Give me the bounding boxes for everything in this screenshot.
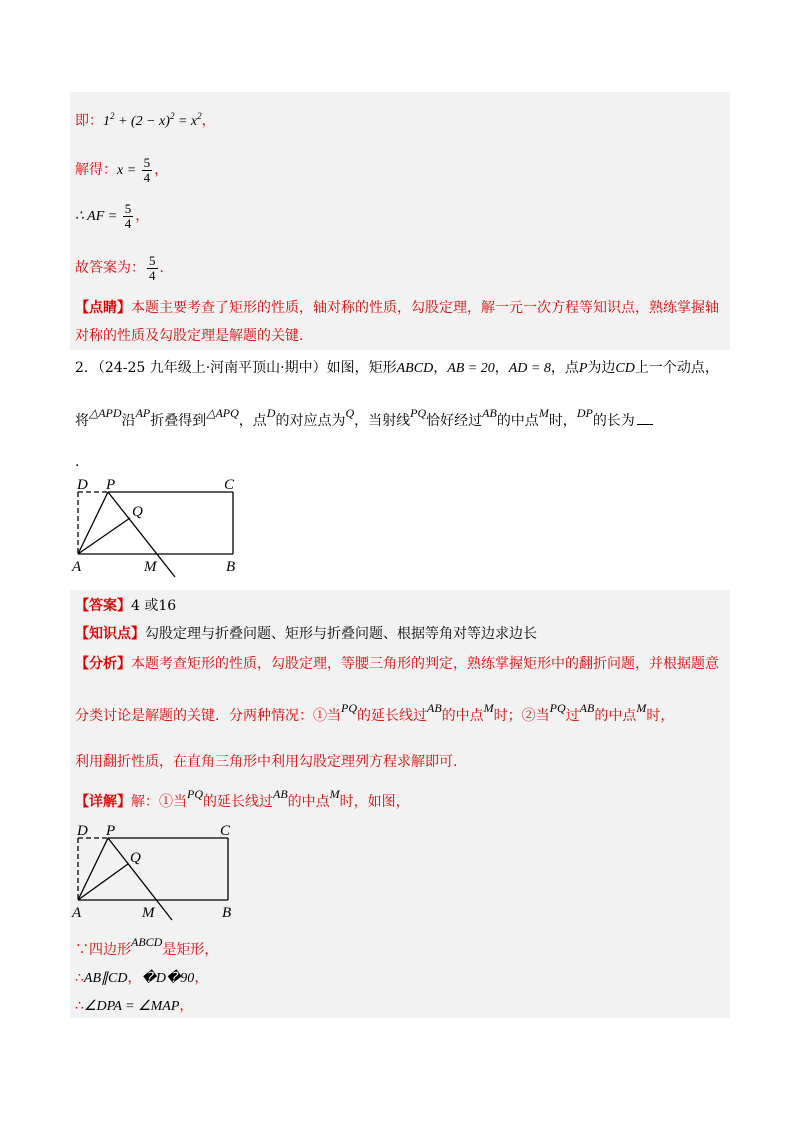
- label-d: D: [77, 823, 88, 839]
- label-c: C: [220, 823, 231, 839]
- label-q: Q: [130, 850, 141, 866]
- label-d: D: [77, 477, 88, 493]
- af-line: ∴ AF = $\frac{5}{4}$ ，: [75, 200, 150, 231]
- detail-line-1: 【详解】解：①当PQ的延长线过AB的中点M时，如图，: [75, 787, 410, 810]
- detail-figure: [70, 820, 260, 930]
- label-p: P: [106, 823, 116, 839]
- question-line-1: 2．（24-25 九年级上·河南平顶山·期中）如图，矩形ABCD，AB = 20，AD = 8，点P为边CD上一个动点，: [75, 360, 719, 376]
- question-figure: [70, 474, 260, 584]
- label-a: A: [72, 559, 82, 575]
- dianjing-line-1: 【点睛】本题主要考查了矩形的性质，轴对称的性质，勾股定理，解一元一次方程等知识点，熟练掌握轴: [75, 300, 719, 316]
- analysis-line-1: 【分析】本题考查矩形的性质，勾股定理，等腰三角形的判定，熟练掌握矩形中的翻折问题，并根据题意: [75, 656, 719, 672]
- step-line-2: ∴AB∥CD，�D�90，: [75, 970, 209, 986]
- analysis-tag: 【分析】: [75, 656, 131, 672]
- label-m: M: [142, 905, 155, 921]
- answer-blank: [637, 410, 653, 425]
- label-a: A: [72, 905, 82, 921]
- step-line-3: ∴∠DPA = ∠MAP，: [75, 998, 194, 1014]
- solve-line: 解得：x = $\frac{5}{4}$ ，: [75, 154, 169, 185]
- answer-tag: 【答案】: [75, 598, 131, 614]
- analysis-line-2: 分类讨论是解题的关键．分两种情况：①当PQ的延长线过AB的中点M时；②当PQ过AB的中点M时，: [75, 701, 675, 724]
- label-q: Q: [132, 504, 143, 520]
- dianjing-line-2: 对称的性质及勾股定理是解题的关键.: [75, 328, 304, 344]
- step-line-1: ∵四边形ABCD是矩形，: [75, 935, 219, 958]
- label-b: B: [226, 559, 236, 575]
- label-p: P: [106, 477, 116, 493]
- label-m: M: [144, 559, 157, 575]
- detail-tag: 【详解】: [75, 794, 131, 810]
- segment-ap: [78, 492, 108, 554]
- knowledge-line: 【知识点】勾股定理与折叠问题、矩形与折叠问题、根据等角对等边求边长: [75, 626, 537, 642]
- question-line-3: .: [75, 454, 80, 470]
- dianjing-tag: 【点睛】: [75, 300, 131, 316]
- label-c: C: [224, 477, 235, 493]
- analysis-line-3: 利用翻折性质，在直角三角形中利用勾股定理列方程求解即可.: [75, 754, 458, 770]
- segment-aq: [78, 518, 130, 554]
- equation-line: 即：$1^2 + (2 - x)^2 = x^2$，: [75, 111, 216, 129]
- segment-aq: [78, 864, 128, 900]
- question-line-2: 将△APD沿AP折叠得到△APQ，点D的对应点为Q，当射线PQ恰好经过AB的中点M时，DP的长为: [75, 410, 653, 431]
- final-answer-line: 故答案为： $\frac{5}{4}$ .: [75, 252, 164, 283]
- segment-ap: [78, 838, 108, 900]
- answer-line: 【答案】4 或16: [75, 598, 177, 614]
- knowledge-tag: 【知识点】: [75, 626, 145, 642]
- label-b: B: [222, 905, 232, 921]
